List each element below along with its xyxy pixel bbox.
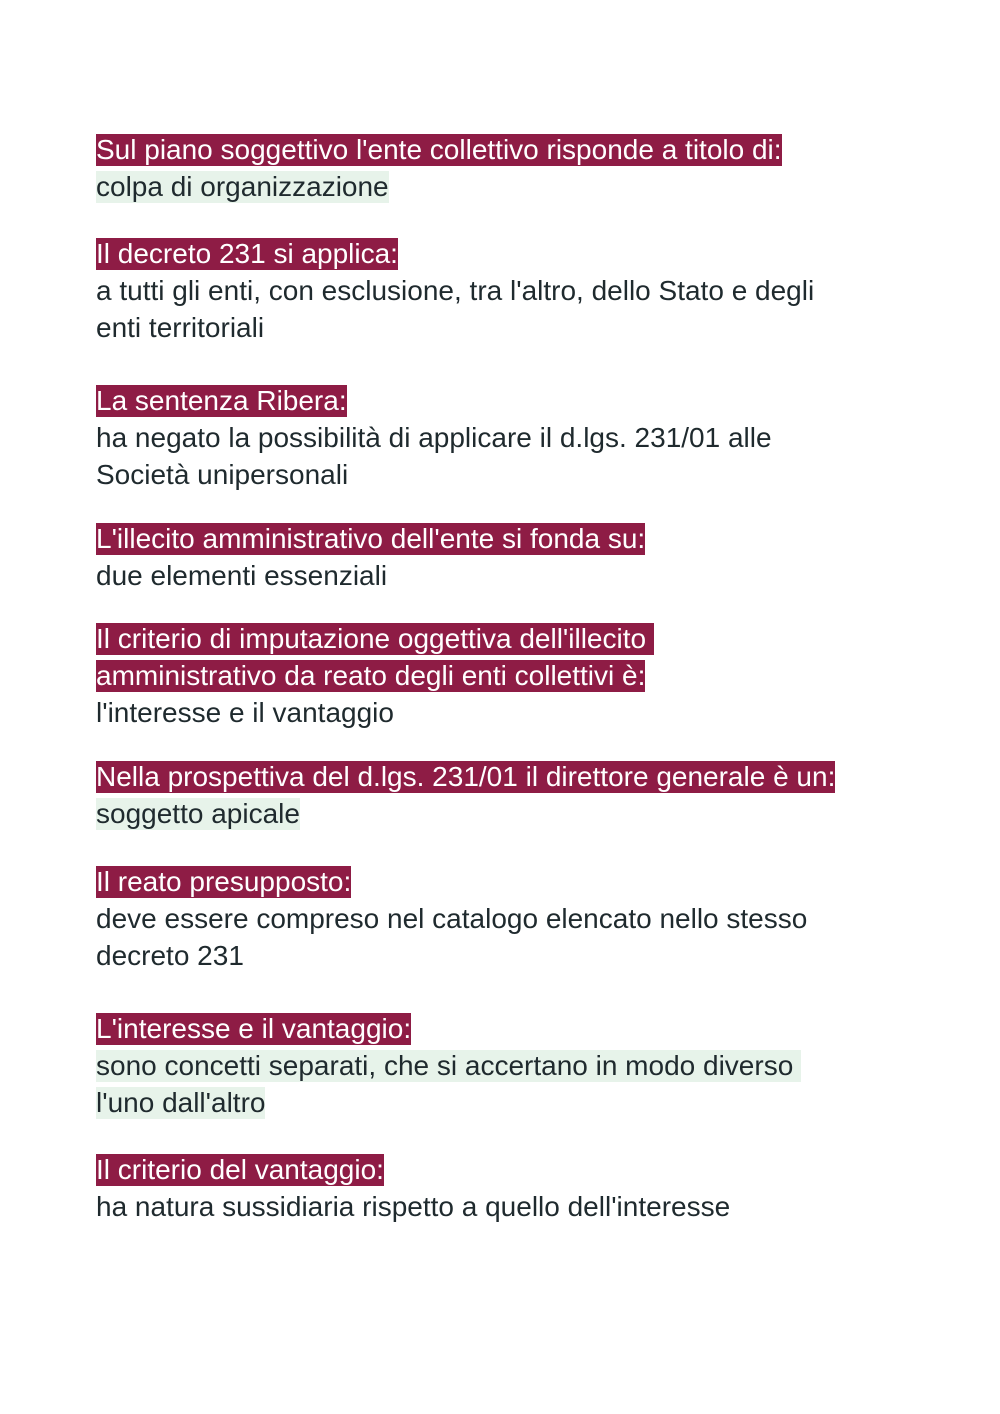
question-line: Sul piano soggettivo l'ente collettivo risponde a titolo di: xyxy=(96,134,782,165)
answer-line: ha negato la possibilità di applicare il d.lgs. 231/01 alle xyxy=(96,422,772,453)
question xyxy=(96,521,916,558)
qa-item-2 xyxy=(96,236,916,347)
question xyxy=(96,383,916,420)
question-line: amministrativo da reato degli enti collettivi è: xyxy=(96,660,646,691)
answer-line: soggetto apicale xyxy=(96,798,300,829)
question xyxy=(96,1152,916,1189)
answer xyxy=(96,1189,916,1226)
answer-line: l'uno dall'altro xyxy=(96,1087,266,1118)
question xyxy=(96,621,916,695)
answer xyxy=(96,1048,916,1122)
answer xyxy=(96,901,916,975)
answer-line: ha natura sussidiaria rispetto a quello dell'interesse xyxy=(96,1191,731,1222)
question-line: Il decreto 231 si applica: xyxy=(96,238,398,269)
question xyxy=(96,759,916,796)
answer xyxy=(96,558,916,595)
answer-line: deve essere compreso nel catalogo elencato nello stesso xyxy=(96,903,808,934)
answer-line: due elementi essenziali xyxy=(96,560,388,591)
qa-item-7 xyxy=(96,864,916,975)
qa-item-3 xyxy=(96,383,916,494)
question-line: L'interesse e il vantaggio: xyxy=(96,1013,412,1044)
answer-line: Società unipersonali xyxy=(96,459,349,490)
qa-item-6 xyxy=(96,759,916,833)
answer xyxy=(96,169,916,206)
question-line: Il criterio del vantaggio: xyxy=(96,1154,384,1185)
answer-line: a tutti gli enti, con esclusione, tra l'altro, dello Stato e degli xyxy=(96,275,815,306)
answer xyxy=(96,273,916,347)
qa-item-1 xyxy=(96,132,916,206)
qa-item-4 xyxy=(96,521,916,595)
question xyxy=(96,236,916,273)
answer-line: l'interesse e il vantaggio xyxy=(96,697,394,728)
answer-line: sono concetti separati, che si accertano in modo diverso xyxy=(96,1050,802,1081)
qa-item-9 xyxy=(96,1152,916,1226)
answer xyxy=(96,796,916,833)
answer-line: decreto 231 xyxy=(96,940,244,971)
question xyxy=(96,864,916,901)
question-line: L'illecito amministrativo dell'ente si fonda su: xyxy=(96,523,646,554)
question-line: Il criterio di imputazione oggettiva dell'illecito xyxy=(96,623,654,654)
question-line: Il reato presupposto: xyxy=(96,866,352,897)
answer xyxy=(96,420,916,494)
answer-line: enti territoriali xyxy=(96,312,265,343)
qa-item-8 xyxy=(96,1011,916,1122)
answer xyxy=(96,695,916,732)
question xyxy=(96,132,916,169)
question-line: La sentenza Ribera: xyxy=(96,385,347,416)
question-line: Nella prospettiva del d.lgs. 231/01 il direttore generale è un: xyxy=(96,761,836,792)
question xyxy=(96,1011,916,1048)
answer-line: colpa di organizzazione xyxy=(96,171,389,202)
qa-item-5 xyxy=(96,621,916,732)
